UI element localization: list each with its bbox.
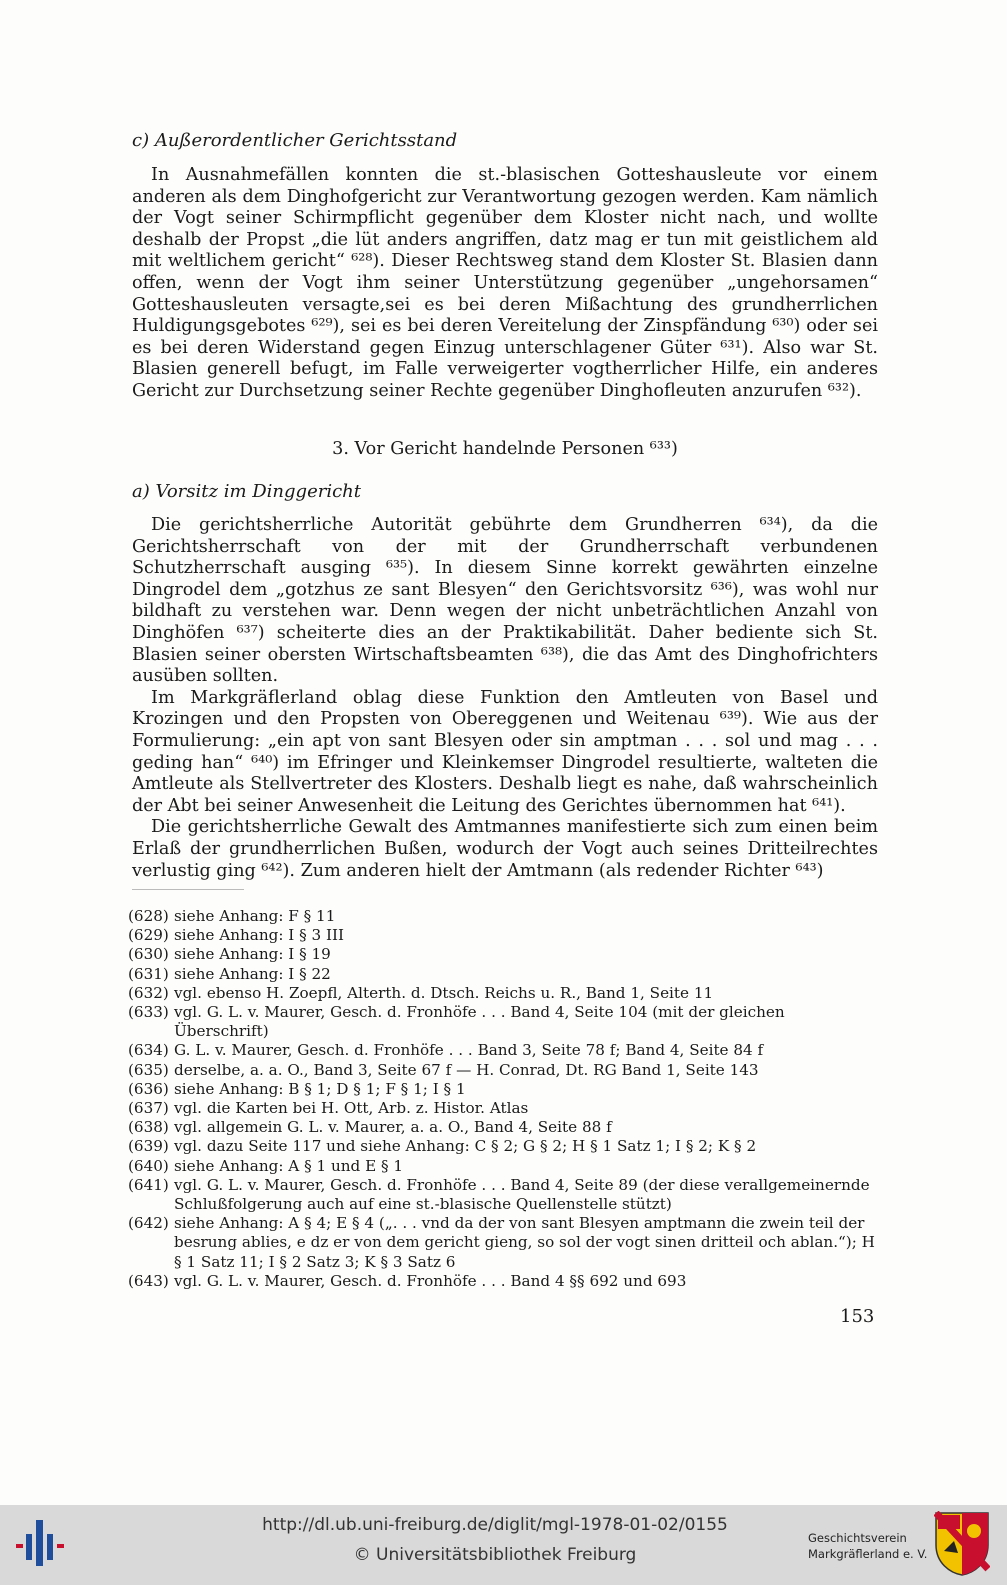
section-heading-a: a) Vorsitz im Dinggericht <box>132 481 361 502</box>
footnote: (643) vgl. G. L. v. Maurer, Gesch. d. Fronhöfe . . . Band 4 §§ 692 und 693 <box>128 1271 687 1290</box>
footnote: (635) derselbe, a. a. O., Band 3, Seite 67 f — H. Conrad, Dt. RG Band 1, Seite 143 <box>128 1060 759 1079</box>
society-name: Geschichtsverein Markgräflerland e. V. <box>808 1531 928 1561</box>
footnote: (633) vgl. G. L. v. Maurer, Gesch. d. Fronhöfe . . . Band 4, Seite 104 (mit der gleichen Überschrift) <box>128 1003 785 1041</box>
footnote: (636) siehe Anhang: B § 1; D § 1; F § 1; I § 1 <box>128 1079 466 1098</box>
footnote: (630) siehe Anhang: I § 19 <box>128 945 331 964</box>
page-number: 153 <box>840 1306 875 1327</box>
section-heading-3: 3. Vor Gericht handelnde Personen ⁶³³) <box>332 439 678 459</box>
footnote: (641) vgl. G. L. v. Maurer, Gesch. d. Fronhöfe . . . Band 4, Seite 89 (der diese verallgemeinernde Schlußfolgerung auch auf eine st.-blasische Quellenstelle stützt) <box>128 1175 870 1214</box>
footnote: (642) siehe Anhang: A § 4; E § 4 („. . . vnd da der von sant Blesyen amptmann die zwein teil der besrung ablies, e dz er von dem gericht gieng, so sol der vogt sinen dritteil och ablan.“); H § 1 Satz 11; I § 2 Satz 3; K § 3 Satz 6 <box>128 1214 875 1271</box>
footnote: (629) siehe Anhang: I § 3 III <box>128 926 345 945</box>
footnote: (638) vgl. allgemein G. L. v. Maurer, a. a. O., Band 4, Seite 88 f <box>128 1118 612 1137</box>
footnote: (632) vgl. ebenso H. Zoepfl, Alterth. d. Dtsch. Reichs u. R., Band 1, Seite 11 <box>128 983 714 1002</box>
footnote: (637) vgl. die Karten bei H. Ott, Arb. z. Histor. Atlas <box>128 1099 529 1118</box>
paragraph: Die gerichtsherrliche Gewalt des Amtmannes manifestierte sich zum einen beim Erlaß der grundherrlichen Bußen, wodurch der Vogt auch seines Dritteilrechtes verlustig ging ⁶⁴²). Zum anderen hielt der Amtmann (als redender Richter ⁶⁴³) <box>132 817 878 881</box>
paragraph: Die gerichtsherrliche Autorität gebührte dem Grundherren ⁶³⁴), da die Gerichtsherrschaft von der mit der Grundherrschaft verbundenen Schutzherrschaft ausging ⁶³⁵). In diesem Sinne korrekt gewährten einzelne Dingrodel dem „gotzhus ze sant Blesyen“ den Gerichtsvorsitz ⁶³⁶), was wohl nur bildhaft zu verstehen war. Denn wegen der nicht unbeträchtlichen Anzahl von Dinghöfen ⁶³⁷) scheiterte dies an der Praktikabilität. Daher bediente sich St. Blasien seiner obersten Wirtschaftsbeamten ⁶³⁸), die das Amt des Dinghofrichters ausüben sollten. <box>132 515 878 687</box>
paragraph: Im Markgräflerland oblag diese Funktion den Amtleuten von Basel und Krozingen und den Propsten von Obereggenen und Weitenau ⁶³⁹). Wie aus der Formulierung: „ein apt von sant Blesyen oder sin amptman . . . sol und mag . . . geding han“ ⁶⁴⁰) im Efringer und Kleinkemser Dingrodel resultierte, walteten die Amtleute als Stellvertreter des Klosters. Deshalb liegt es nahe, daß wahrscheinlich der Abt bei seiner Anwesenheit die Leitung des Gerichtes übernommen hat ⁶⁴¹). <box>132 687 878 816</box>
society-crest-icon <box>934 1511 990 1577</box>
footnotes <box>128 907 880 1291</box>
library-logo-icon <box>14 1516 66 1570</box>
body-block-2 <box>132 515 878 882</box>
section-heading-c: c) Außerordentlicher Gerichtsstand <box>132 130 458 151</box>
footnote: (628) siehe Anhang: F § 11 <box>128 907 336 925</box>
footnote-divider <box>132 889 244 890</box>
footnote: (631) siehe Anhang: I § 22 <box>128 964 331 983</box>
footnote: (640) siehe Anhang: A § 1 und E § 1 <box>128 1156 404 1175</box>
body-block-1 <box>132 165 878 403</box>
footnote: (639) vgl. dazu Seite 117 und siehe Anhang: C § 2; G § 2; H § 1 Satz 1; I § 2; K § 2 <box>128 1137 757 1156</box>
copyright-text: © Universitätsbibliothek Freiburg <box>353 1545 637 1565</box>
footnote: (634) G. L. v. Maurer, Gesch. d. Fronhöfe . . . Band 3, Seite 78 f; Band 4, Seite 84 f <box>128 1041 764 1060</box>
document-url-link[interactable]: http://dl.ub.uni-freiburg.de/diglit/mgl-1978-01-02/0155 <box>262 1515 728 1535</box>
paragraph: In Ausnahmefällen konnten die st.-blasischen Gotteshausleute vor einem anderen als dem Dinghofgericht zur Verantwortung gezogen werden. Kam nämlich der Vogt seiner Schirmpflicht gegenüber dem Kloster nicht nach, und wollte deshalb der Propst „die lüt anders angriffen, datz mag er tun mit geistlichem ald mit weltlichem gericht“ ⁶²⁸). Dieser Rechtsweg stand dem Kloster St. Blasien dann offen, wenn der Vogt ihm seiner Unterstützung gegenüber „ungehorsamen“ Gotteshausleuten versagte,sei es bei deren Mißachtung des grundherrlichen Huldigungsgebotes ⁶²⁹), sei es bei deren Vereitelung der Zinspfändung ⁶³⁰) oder sei es bei deren Widerstand gegen Einzug unterschlagener Güter ⁶³¹). Also war St. Blasien generell befugt, im Falle verweigerter vogtherrlicher Hilfe, ein anderes Gericht zur Durchsetzung seiner Rechte gegenüber Dinghofleuten anzurufen ⁶³²). <box>132 165 878 401</box>
